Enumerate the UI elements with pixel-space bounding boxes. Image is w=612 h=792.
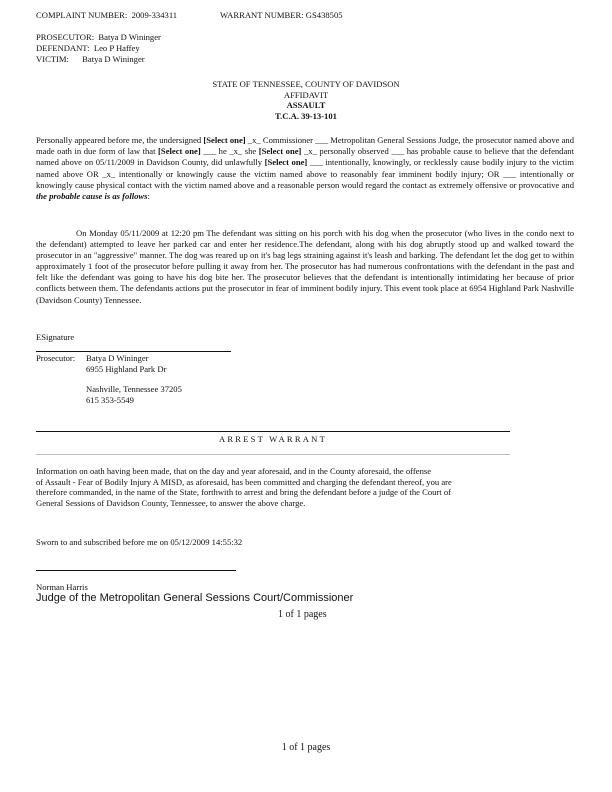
warrant-line-4: General Sessions of Davidson County, Tennessee, to answer the above charge. xyxy=(36,497,306,508)
affidavit-text-4: _x_ personally observed ___ has probable cause to believe that the defendant named above on 05/11/2009 in Davidson County, did unlawfully xyxy=(36,146,574,168)
defendant-name: Leo P Haffey xyxy=(93,43,140,53)
signature-line xyxy=(36,351,231,352)
title-affidavit: AFFIDAVIT xyxy=(283,89,329,100)
warrant-number-label: WARRANT NUMBER: xyxy=(220,10,304,20)
judge-signature-line xyxy=(36,570,236,571)
page-footer: 1 of 1 pages xyxy=(281,742,331,753)
prosecutor-label: PROSECUTOR: xyxy=(36,32,95,42)
affidavit-text-2: _x_ Commissioner ___ Metropolitan General Sessions Judge, the prosecutor named above and made oath in due form of law that xyxy=(36,135,574,157)
signature-phone: 615 353-5549 xyxy=(86,394,134,405)
warrant-top-rule xyxy=(36,431,510,432)
signature-prosecutor-name: Batya D Wininger xyxy=(86,353,149,363)
probable-cause-narrative: On Monday 05/11/2009 at 12:20 pm The defendant was sitting on his porch with his dog when the prosecutor (who lives in the condo next to the defendant) attempted to leave her parked car and enter her residence.The defendant, along with his dog abruptly stood up and walked toward the prosecutor in an "aggressive" manner. The dog was reared up on it's bag legs straining against it's leash and barking. The defendant let the dog get to within approximately 1 foot of the prosecutor before pulling it away from her. The prosecutor has had numerous confrontations with the defendant in the past and felt like the defendant was going to have his dog bite her. The prosecutor believes that the defendant is intentionally intimidating her because of prior conflicts between them. The defendants actions put the prosecutor in fear of imminent bodily injury. This event took place at 6954 Highland Park Nashville (Davidson County) Tennessee. xyxy=(36,228,574,305)
title-jurisdiction: STATE OF TENNESSEE, COUNTY OF DAVIDSON xyxy=(212,79,400,89)
select-one-commissioner: [Select one] xyxy=(203,135,246,145)
complaint-number-label: COMPLAINT NUMBER: xyxy=(36,10,128,20)
title-statute: T.C.A. 39-13-101 xyxy=(275,110,337,121)
complaint-number: 2009-334311 xyxy=(131,10,178,20)
prosecutor-name: Batya D Wininger xyxy=(98,32,161,42)
affidavit-text-5: ___ intentionally, knowingly, or recklessly cause bodily injury to the victim named above OR _x_ intentionally or knowingly cause the victim named above to reasonably fear imminent bodily injury; OR ___ intentionally or knowingly cause physical contact with the victim named above and a reasonable person would regard the contact as extremely offensive or provocative and xyxy=(36,157,574,190)
select-one-observation: [Select one] xyxy=(258,146,302,157)
affidavit-text-6: : xyxy=(147,191,150,202)
signature-prosecutor-label: Prosecutor: xyxy=(36,353,76,363)
select-one-offense: [Select one] xyxy=(264,157,308,168)
prosecutor-contact xyxy=(86,353,182,405)
victim-label: VICTIM: xyxy=(36,54,69,64)
sworn-statement: Sworn to and subscribed before me on 05/12/2009 14:55:32 xyxy=(36,537,243,547)
affidavit-paragraph xyxy=(36,135,574,202)
judge-title: Judge of the Metropolitan General Sessions Court/Commissioner xyxy=(36,592,354,604)
prosecutor-row xyxy=(36,32,161,43)
signature-address: 6955 Highland Park Dr xyxy=(86,363,167,374)
signature-city-state-zip: Nashville, Tennessee 37205 xyxy=(86,384,182,395)
affidavit-text-3: ___ he _x_ she xyxy=(200,146,259,157)
warrant-number-row xyxy=(220,10,343,21)
warrant-line-1: Information on oath having been made, that on the day and year aforesaid, and in the County aforesaid, the offense xyxy=(36,466,432,476)
judge-name: Norman Harris xyxy=(36,582,88,592)
warrant-bottom-rule xyxy=(36,454,510,455)
title-charge: ASSAULT xyxy=(286,100,326,111)
defendant-label: DEFENDANT: xyxy=(36,43,90,53)
victim-row xyxy=(36,54,145,65)
esignature-label: ESignature xyxy=(36,332,75,342)
defendant-row xyxy=(36,43,140,54)
inline-page-count: 1 of 1 pages xyxy=(278,609,327,620)
affidavit-text-1: Personally appeared before me, the undersigned xyxy=(36,135,204,145)
warrant-line-3: therefore commanded, in the name of the State, forthwith to arrest and bring the defendant before a judge of the Court of xyxy=(36,487,451,498)
warrant-number: GS438505 xyxy=(305,10,343,20)
warrant-command-text xyxy=(36,466,452,508)
warrant-line-2: of Assault - Fear of Bodily Injury A MISD, as aforesaid, has been committed and charging the defendant thereof, you are xyxy=(36,476,452,487)
arrest-warrant-heading: ARREST WARRANT xyxy=(218,434,328,444)
probable-cause-label: the probable cause is as follows xyxy=(36,191,148,202)
complaint-number-row xyxy=(36,10,177,21)
select-one-gender: [Select one] xyxy=(158,146,201,157)
document-title xyxy=(0,79,612,121)
victim-name: Batya D Wininger xyxy=(82,54,145,64)
